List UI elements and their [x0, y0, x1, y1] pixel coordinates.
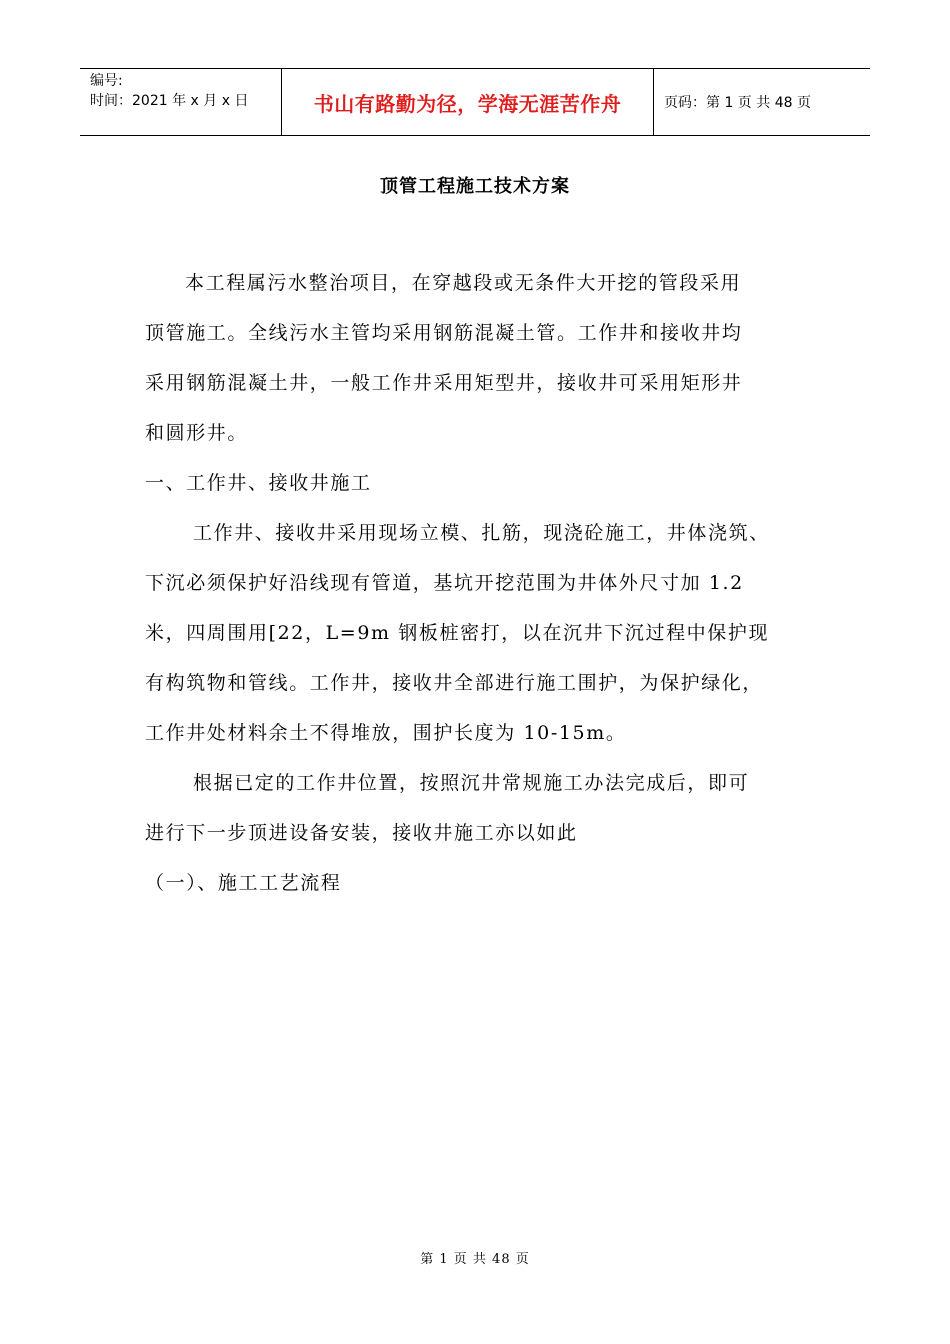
paragraph-line: 采用钢筋混凝土井，一般工作井采用矩型井，接收井可采用矩形井 — [145, 372, 743, 394]
serial-number-label: 编号: — [90, 73, 123, 89]
paragraph-line: 下沉必须保护好沿线现有管道，基坑开挖范围为井体外尺寸加 1.2 — [145, 572, 744, 594]
paragraph-line: 和圆形井。 — [145, 422, 249, 444]
subsection-heading: （一）、施工工艺流程 — [145, 872, 342, 894]
paragraph-line: 工作井处材料余土不得堆放，围护长度为 10-15m。 — [145, 722, 627, 744]
paragraph-line: 本工程属污水整治项目，在穿越段或无条件大开挖的管段采用 — [185, 272, 742, 294]
paragraph-line: 根据已定的工作井位置，按照沉井常规施工办法完成后，即可 — [193, 772, 750, 794]
paragraph-line: 有构筑物和管线。工作井，接收井全部进行施工围护，为保护绿化， — [145, 672, 764, 694]
section-heading: 一、工作井、接收井施工 — [145, 472, 372, 494]
header-table — [80, 68, 870, 136]
page-footer: 第 1 页 共 48 页 — [420, 1252, 530, 1267]
header-page-code: 页码：第 1 页 共 48 页 — [664, 95, 811, 111]
date-label: 时间：2021 年 x 月 x 日 — [90, 93, 249, 109]
paragraph-line: 顶管施工。全线污水主管均采用钢筋混凝土管。工作井和接收井均 — [145, 322, 743, 344]
paragraph-line: 工作井、接收井采用现场立模、扎筋，现浇砼施工，井体浇筑、 — [193, 522, 770, 544]
document-title: 顶管工程施工技术方案 — [380, 176, 570, 197]
paragraph-line: 进行下一步顶进设备安装，接收井施工亦以如此 — [145, 822, 578, 844]
paragraph-line: 米，四周围用[22，L=9m 钢板桩密打，以在沉井下沉过程中保护现 — [145, 622, 770, 644]
header-info-cell — [80, 69, 282, 135]
header-motto: 书山有路勤为径，学海无涯苦作舟 — [282, 69, 654, 135]
